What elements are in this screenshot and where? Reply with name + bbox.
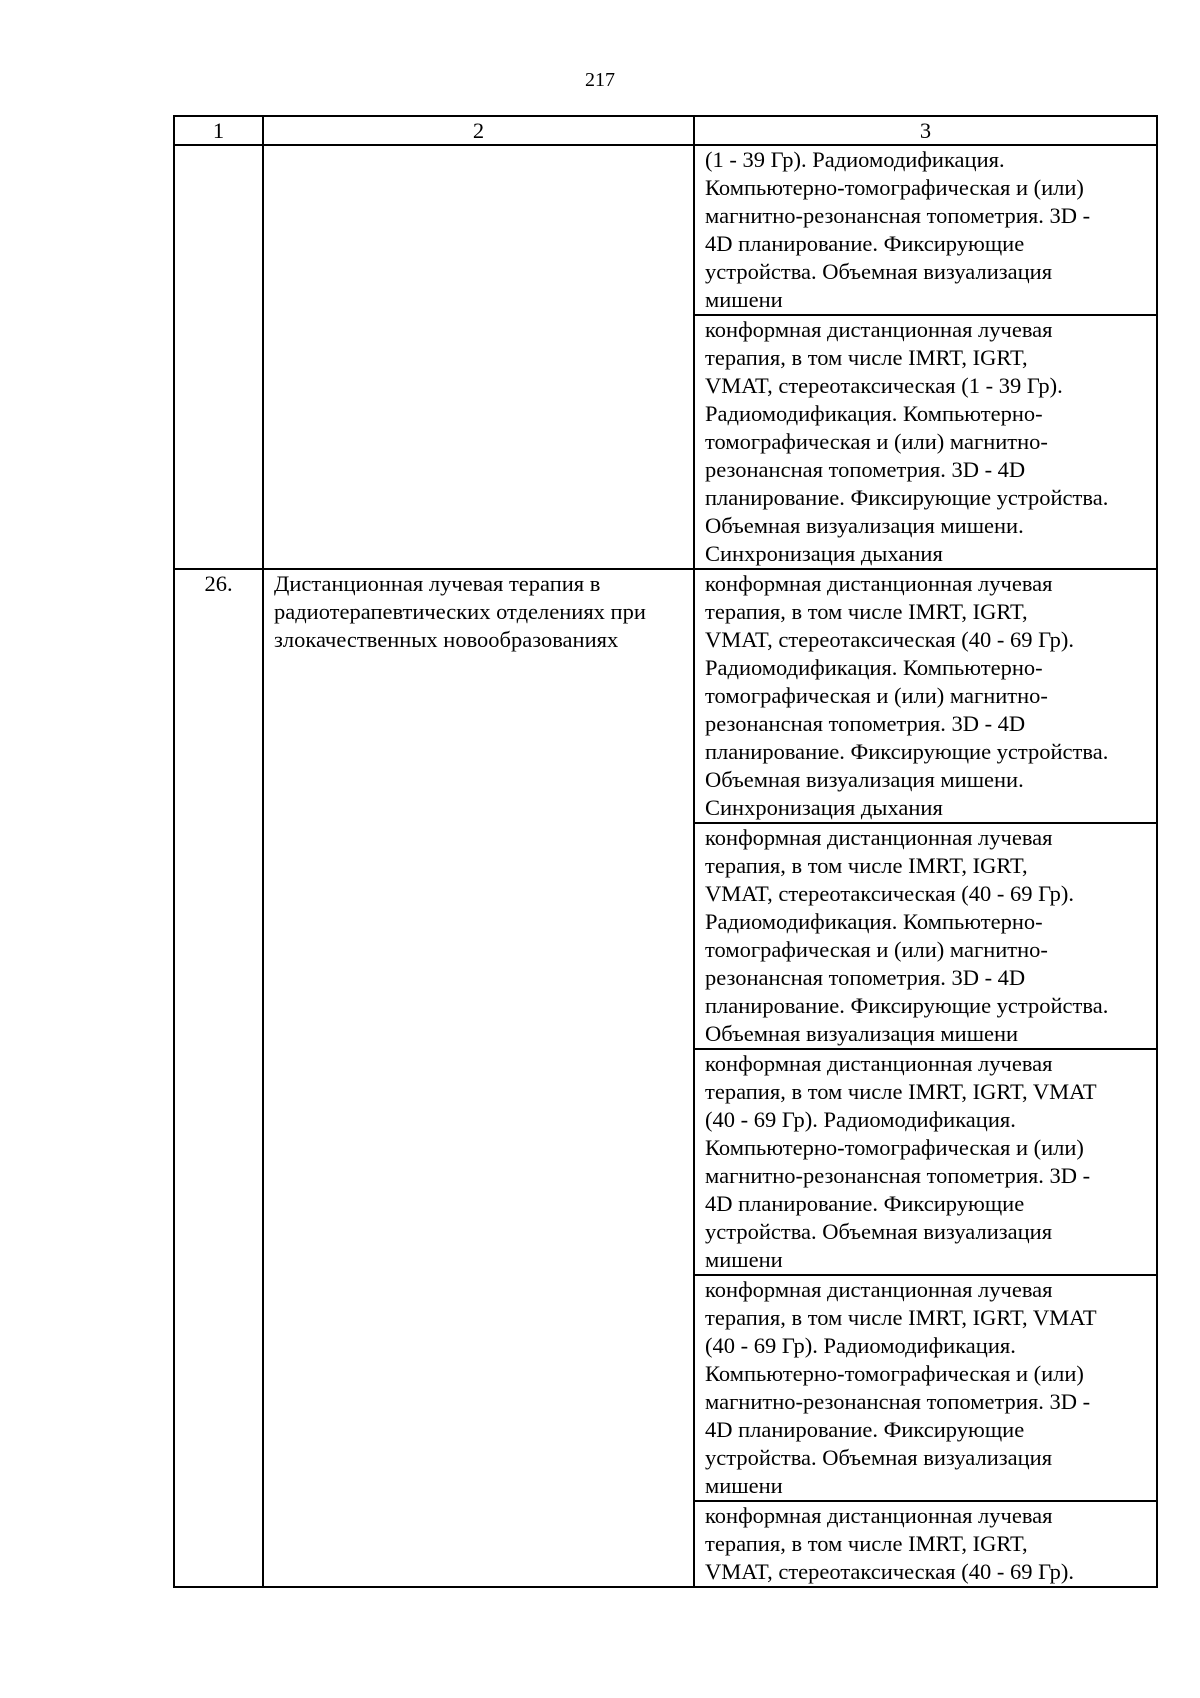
continuation-number-cell <box>174 145 263 569</box>
header-cell-2: 2 <box>263 116 694 145</box>
method-cell: конформная дистанционная лучевая терапия, в том числе IMRT, IGRT, VMAT, стереотаксическая (40 - 69 Гр). Радиомодификация. Компьютерно- томографическая и (или) магнитно- резонансная топометрия. 3D - 4D планирование. Фиксирующие устройства. Объемная визуализация мишени. Синхронизация дыхания <box>694 569 1157 823</box>
method-cell: конформная дистанционная лучевая терапия, в том числе IMRT, IGRT, VMAT (40 - 69 Гр). Радиомодификация. Компьютерно-томографическая и (или) магнитно-резонансная топометрия. 3D - 4D планирование. Фиксирующие устройства. Объемная визуализация мишени <box>694 1275 1157 1501</box>
continuation-name-cell <box>263 145 694 569</box>
method-cell: конформная дистанционная лучевая терапия, в том числе IMRT, IGRT, VMAT, стереотаксическая (1 - 39 Гр). Радиомодификация. Компьютерно- томографическая и (или) магнитно- резонансная топометрия. 3D - 4D планирование. Фиксирующие устройства. Объемная визуализация мишени. Синхронизация дыхания <box>694 315 1157 569</box>
method-cell: конформная дистанционная лучевая терапия, в том числе IMRT, IGRT, VMAT, стереотаксическая (40 - 69 Гр). Радиомодификация. Компьютерно- томографическая и (или) магнитно- резонансная топометрия. 3D - 4D планирование. Фиксирующие устройства. Объемная визуализация мишени <box>694 823 1157 1049</box>
table-row <box>174 145 1157 315</box>
row-name-cell: Дистанционная лучевая терапия в радиотерапевтических отделениях при злокачественных новообразованиях <box>263 569 694 1587</box>
method-cell: конформная дистанционная лучевая терапия, в том числе IMRT, IGRT, VMAT, стереотаксическая (40 - 69 Гр). <box>694 1501 1157 1587</box>
table-header-row <box>174 116 1157 145</box>
header-cell-3: 3 <box>694 116 1157 145</box>
header-cell-1: 1 <box>174 116 263 145</box>
page-number: 217 <box>585 69 615 91</box>
row-number-cell: 26. <box>174 569 263 1587</box>
method-cell: конформная дистанционная лучевая терапия, в том числе IMRT, IGRT, VMAT (40 - 69 Гр). Радиомодификация. Компьютерно-томографическая и (или) магнитно-резонансная топометрия. 3D - 4D планирование. Фиксирующие устройства. Объемная визуализация мишени <box>694 1049 1157 1275</box>
method-cell: (1 - 39 Гр). Радиомодификация. Компьютерно-томографическая и (или) магнитно-резонансная топометрия. 3D - 4D планирование. Фиксирующие устройства. Объемная визуализация мишени <box>694 145 1157 315</box>
document-table <box>173 115 1158 1588</box>
table-row <box>174 569 1157 823</box>
